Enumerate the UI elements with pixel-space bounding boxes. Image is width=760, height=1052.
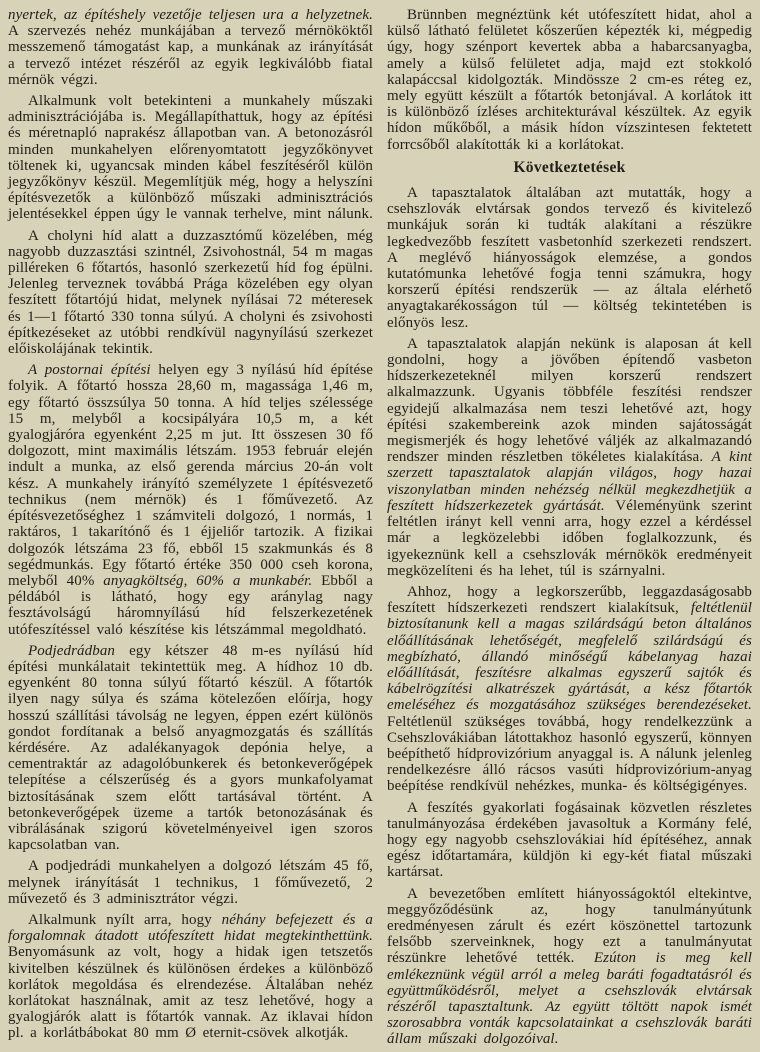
paragraph <box>8 362 373 637</box>
text-segment: Ebből a példából is látható, hogy egy aránylag nagy fesztávolságú háromnyílású híd felszerkezetének utófeszítéssel való készítése kis létszámmal megoldható. <box>8 572 373 638</box>
text-segment: Alkalmunk volt betekinteni a munkahely műszaki adminisztrációjába is. Megállapíthattuk, hogy az építési és méretnapló naprakész állapotban van. A betonozásról minden munkahelyen előrenyomtatott jegyzőkönyvet töltenek ki, ugyancsak minden kábel feszítéséről külön jegyzőkönyv készül. Megemlítjük még, hogy a helyszíni építésvezetők a különböző műszaki adminisztrációs jelentésekkel éppen úgy le vannak terhelve, mint nálunk. <box>8 93 373 223</box>
paragraph <box>387 800 752 881</box>
text-segment: Ahhoz, hogy a legkorszerűbb, leggazdaságosabb feszített hídszerkezeti rendszert kialakítsuk, <box>387 583 752 617</box>
left-text-column <box>8 7 373 1046</box>
paragraph <box>8 858 373 907</box>
paragraph <box>8 643 373 854</box>
text-segment: egy kétszer 48 m-es nyílású híd építési munkálatait tekintettük meg. A hídhoz 10 db. egyenként 80 tonna súlyú főtartó készül. A főtartók ilyen nagy súlya és száma kötelezően előírja, hogy hosszú szállítási távolság ne legyen, éppen ezért különös gondot fordítanak a belső anyagmozgatás és szállítás kérdésére. Az adalékanyagok depónia helye, a cementraktár az adagolóbunkerek és betonkeverőgépek telepítése a célszerűség és a gyors munkafolyamat biztosításának szem előtt tartásával történt. A betonkeverőgépek üzeme a tartók betonozásának és vibrálásának szigorú követelményeivel igen szoros kapcsolatban van. <box>8 642 373 854</box>
paragraph <box>8 93 373 223</box>
section-heading: Következtetések <box>513 158 626 176</box>
italic-text-segment: feltétlenül biztosítanunk kell a magas szilárdságú beton általános előállításának lehetőségét, megfelelő szilárdságú és megbízható, állandó minőségű kábelanyag hazai előállítását, feszítésre alkalmas egyszerű sajtók és kábelrögzítési alkatrészek gyártását, a kész főtartók emeléséhez és mozgatásához szükséges berendezéseket. <box>387 600 752 714</box>
italic-text-segment: A postornai építési <box>28 362 151 379</box>
paragraph <box>8 7 373 88</box>
paragraph <box>8 228 373 358</box>
text-segment: Véleményünk szerint feltétlen irányt kell venni arra, hogy ezzel a kérdéssel már a legközelebbi időben foglalkozzunk, és igyekeznünk kell a csehszlovák mérnökök eredményeit megközelíteni és ha lehet, túl is szárnyalni. <box>387 497 752 579</box>
text-segment: A bevezetőben említett hiányosságoktól eltekintve, meggyőződésünk az, hogy tanulmányútunk eredményesen zárult és ezért köszönettel tartozunk felsőbb szerveinknek, hogy ezt a tanulmányutat részünkre lehetővé tették. <box>387 885 752 967</box>
paragraph <box>387 886 752 1048</box>
paragraph <box>387 336 752 579</box>
text-segment: Alkalmunk nyílt arra, hogy <box>28 911 222 928</box>
text-segment: A tapasztalatok általában azt mutatták, hogy a csehszlovák elvtársak gondos tervező és kivitelező munkájuk során ki tudták alakítani a részükre legkedvezőbb feszített vasbetonhíd szerkezeti rendszert. A meglévő hiányosságok elemzése, a gondos kutatómunka lehetővé fogja tenni számukra, hogy korszerű építési rendszerük — az általa elérhető anyagtakarékosságon túl — költség tekintetében is előnyös lesz. <box>387 185 752 331</box>
text-segment: Brünnben megnéztünk két utófeszített hidat, ahol a külső látható felületet kőszerűen képezték ki, mégpedig úgy, hogy szénport kevertek abba a habarcsanyagba, amely a külső felületet adja, majd ezt stokkoló kalapáccsal kidolgozták. Mindössze 2 cm-es réteg ez, mely együtt készült a főtartók betonjával. A korlátok itt is különböző ízléses architekturával készültek. Az egyik hídon műkőből, a másik hídon vízszintesen fektetett forrcsőből alakították ki a korlátokat. <box>387 7 752 153</box>
italic-text-segment: Podjedrádban <box>28 642 116 659</box>
paragraph <box>8 912 373 1042</box>
text-segment: A szervezés nehéz munkájában a tervező mérnököktől messzemenő támogatást kap, a munkának az irányítását a tervező intézet részéről az egyik legkiválóbb fiatal mérnök végzi. <box>8 23 373 88</box>
text-segment: Feltétlenül szükséges továbbá, hogy rendelkezzünk a Csehszlovákiában látottakhoz hasonló egyszerű, könnyen beépíthető hídprovizórium anyaggal is. A nálunk jelenleg rendelkezésre álló rácsos vasúti hídprovizórium-anyag beépítése rendkívül nehézkes, munka- és költségigényes. <box>387 713 752 795</box>
right-text-column <box>387 7 752 1046</box>
italic-text-segment: néhány befejezett és a forgalomnak átadott utófeszített hidat megtekinthettünk. <box>8 911 374 945</box>
text-segment: A tapasztalatok alapján nekünk is alaposan át kell gondolni, hogy a jövőben építendő vasbeton hídszerkezeteknél milyen korszerű rendszert alkalmazzunk. Ugyanis többféle feszítési rendszer egyidejű alkalmazása nem teszi lehetővé azt, hogy építési szakembereink azok minden sajátosságát megismerjék és hogy lehetővé váljék az alkalmazandó rendszer minden részletben tökéletes kialakítása. <box>387 335 752 466</box>
italic-text-segment: Ezúton is meg kell emlékeznünk végül arról a meleg baráti fogadtatásról és együttműködésről, melyet a csehszlovák elvtársak részéről tapasztaltunk. Az együtt töltött napok ismét szorosabbra vonták kapcsolatainkat a csehszlovák baráti állam műszaki dolgozóival. <box>387 950 752 1048</box>
paragraph <box>387 7 752 153</box>
paragraph <box>387 584 752 795</box>
italic-text-segment: anyagköltség, 60% a munkabér. <box>103 572 313 589</box>
text-segment: A feszítés gyakorlati fogásainak közvetlen részletes tanulmányozása érdekében javasoltuk a Kormány felé, hogy egy nagyobb csehszlovákiai híd építéséhez, annak egész időtartamára, küldjön ki egy-két fiatal műszaki kartársat. <box>387 799 752 881</box>
text-segment: A podjedrádi munkahelyen a dolgozó létszám 45 fő, melynek irányítását 1 technikus, 1 főművezető, 2 művezető és 3 adminisztrátor végzi. <box>8 858 373 907</box>
italic-text-segment: nyertek, az építéshely vezetője teljesen ura a helyzetnek. <box>8 7 373 23</box>
paragraph <box>387 185 752 331</box>
text-segment: Benyomásunk az volt, hogy a hidak igen tetszetős kivitelben készülnek és különösen érdekes a különböző korlátok megoldása és elrendezése. Általában nehéz korlátokat használnak, amit az tesz lehetővé, hogy a gyalogjárók alatt is főtartók vannak. Az iklavai hídon pl. a korlátbábokat 80 mm Ø eternit-csövek alkotják. <box>8 944 373 1042</box>
text-segment: helyen egy 3 nyílású híd építése folyik. A főtartó hossza 28,60 m, magassága 1,46 m, egy főtartó összsúlya 50 tonna. A híd teljes szélessége 15 m, melyből a kocsipályára 10,5 m, a két gyalogjáróra egyenként 2,25 m jut. Itt összesen 30 fő dolgozott, mint maximális létszám. 1953 február elején indult a munka, az első gerenda március 20-án volt kész. A munkahely irányító személyzete 1 építésvezető technikus (nem mérnök) és 1 főművezető. Az építésvezetőséghez 1 számviteli dolgozó, 1 normás, 1 raktáros, 1 takarítónő és 1 éjjeliőr tartozik. A fizikai dolgozók létszáma 23 fő, ebből 15 szakmunkás és 8 segédmunkás. Egy főtartó értéke 350 000 cseh korona, melyből 40% <box>8 362 373 589</box>
italic-text-segment: A kint szerzett tapasztalatok alapján világos, hogy hazai viszonylatban minden nehézség nélkül megkezdhetjük a feszített hídszerkezetek gyártását. <box>387 449 752 514</box>
text-segment: A cholyni híd alatt a duzzasztómű közelében, még nagyobb duzzasztási szintnél, Zsivohostnál, 54 m magas pilléreken 6 főtartós, hasonló szerkezetű híd fog épülni. Jelenleg terveznek továbbá Prága közelében egy olyan feszített főtartójú hidat, melynek nyílásai 72 méteresek és 1—1 főtartó 330 tonna súlyú. A cholyni és zsivohosti építkezéseket az utóbbi rendkívül nagynyílású szerkezet előiskolájának tekintik. <box>8 227 373 358</box>
